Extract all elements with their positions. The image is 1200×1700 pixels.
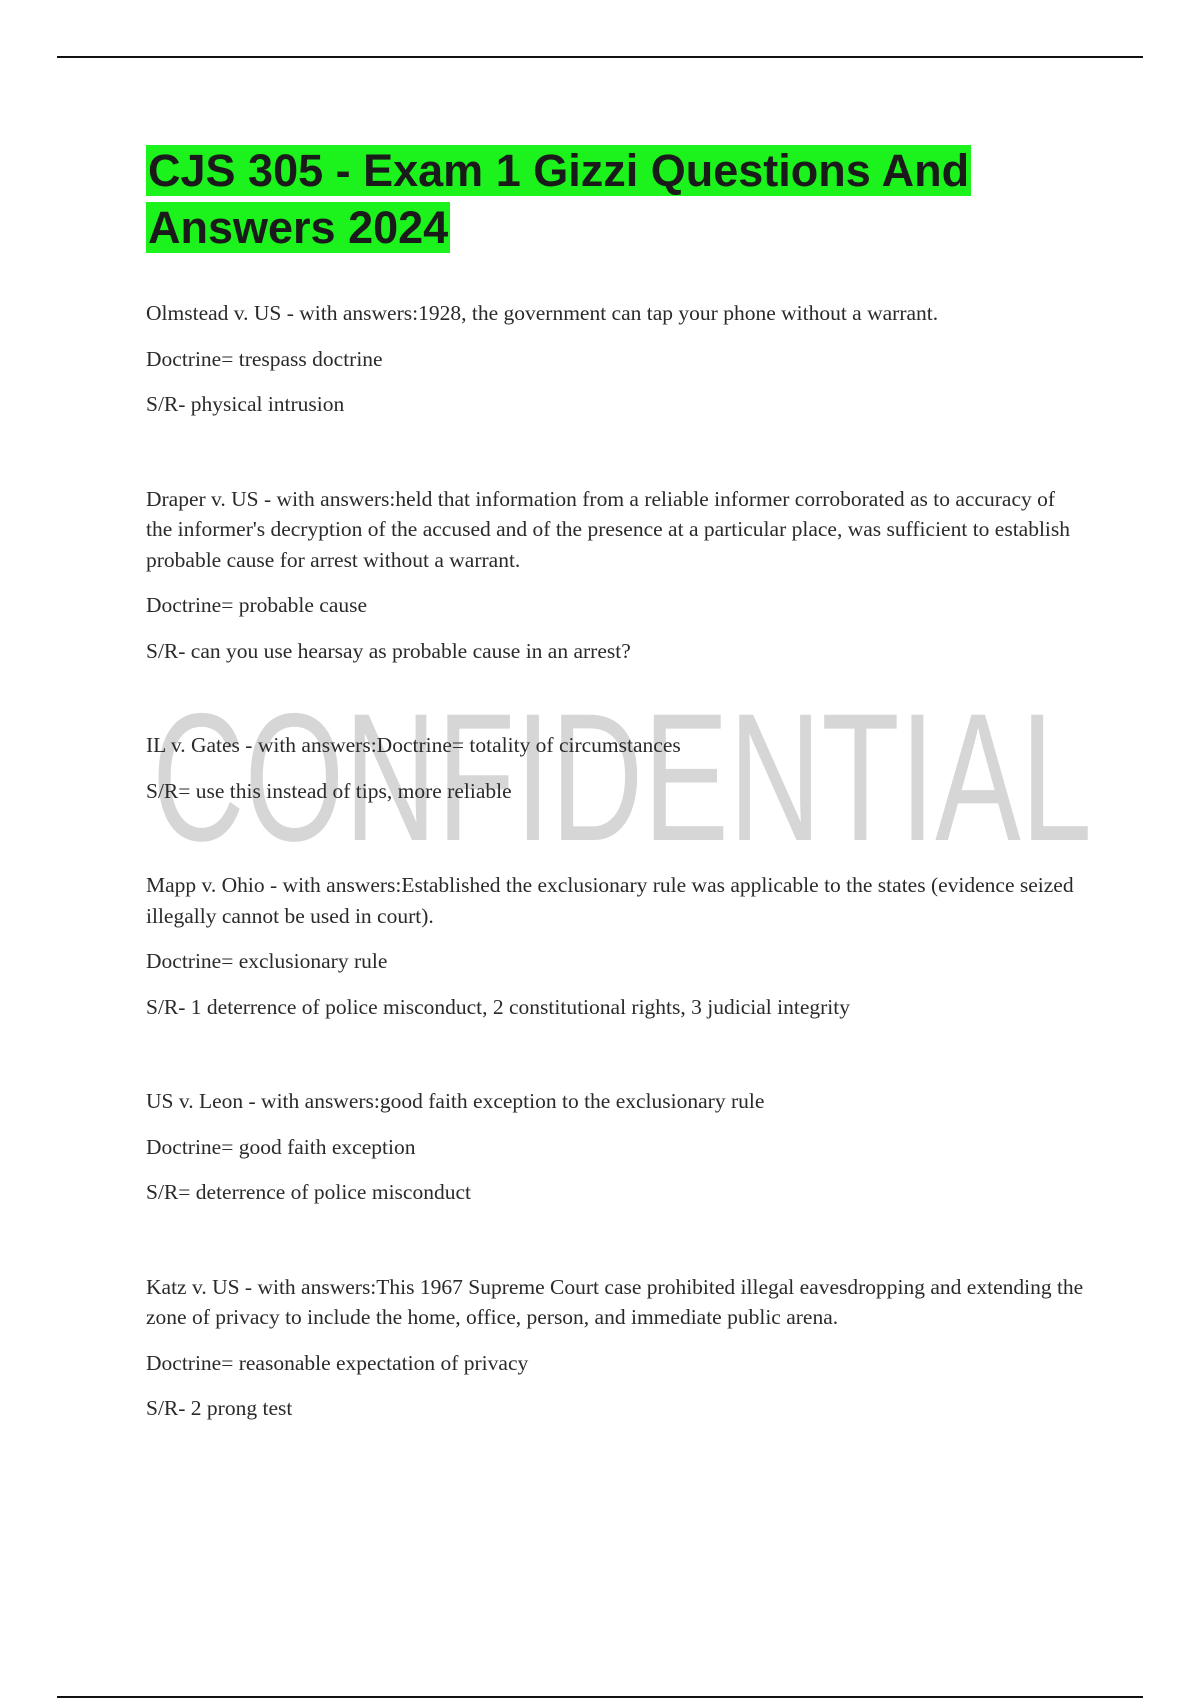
title-highlight: CJS 305 - Exam 1 Gizzi Questions And Answers 2024 [148,145,970,253]
case-doctrine: Doctrine= good faith exception [146,1134,416,1159]
case-entry-gates [146,730,1086,806]
case-summary: Mapp v. Ohio - with answers:Established the exclusionary rule was applicable to the states (evidence seized illegally cannot be used in court). [146,873,1074,928]
case-reasoning: S/R- 1 deterrence of police misconduct, 2 constitutional rights, 3 judicial integrity [146,994,850,1019]
document-body [146,142,1086,1488]
case-entry-leon [146,1086,1086,1208]
case-summary: Olmstead v. US - with answers:1928, the government can tap your phone without a warrant. [146,301,939,325]
case-entry-olmstead [146,298,1086,420]
case-entry-draper [146,484,1086,667]
header-rule [57,56,1143,58]
case-reasoning: S/R= use this instead of tips, more reliable [146,778,512,803]
case-summary: Draper v. US - with answers:held that information from a reliable informer corroborated as to accuracy of the informer's decryption of the accused and of the presence at a particular place, was sufficient to establish probable cause for arrest without a warrant. [146,486,1071,572]
case-reasoning: S/R- physical intrusion [146,392,345,416]
case-entry-mapp [146,870,1086,1022]
case-summary: IL v. Gates - with answers:Doctrine= totality of circumstances [146,733,681,757]
case-reasoning: S/R= deterrence of police misconduct [146,1180,471,1204]
case-reasoning: S/R- can you use hearsay as probable cause in an arrest? [146,638,631,663]
case-doctrine: Doctrine= exclusionary rule [146,949,388,973]
watermark-text: CONFIDENTIAL [152,682,1092,879]
case-doctrine: Doctrine= reasonable expectation of privacy [146,1350,529,1375]
case-reasoning: S/R- 2 prong test [146,1396,293,1420]
case-entry-katz [146,1272,1086,1424]
case-doctrine: Doctrine= probable cause [146,593,368,617]
footer-rule [57,1696,1143,1698]
case-summary: Katz v. US - with answers:This 1967 Supreme Court case prohibited illegal eavesdropping and extending the zone of privacy to include the home, office, person, and immediate public arena. [146,1274,1084,1329]
case-doctrine: Doctrine= trespass doctrine [146,346,383,371]
case-summary: US v. Leon - with answers:good faith exception to the exclusionary rule [146,1089,765,1113]
page-title [146,142,1086,256]
